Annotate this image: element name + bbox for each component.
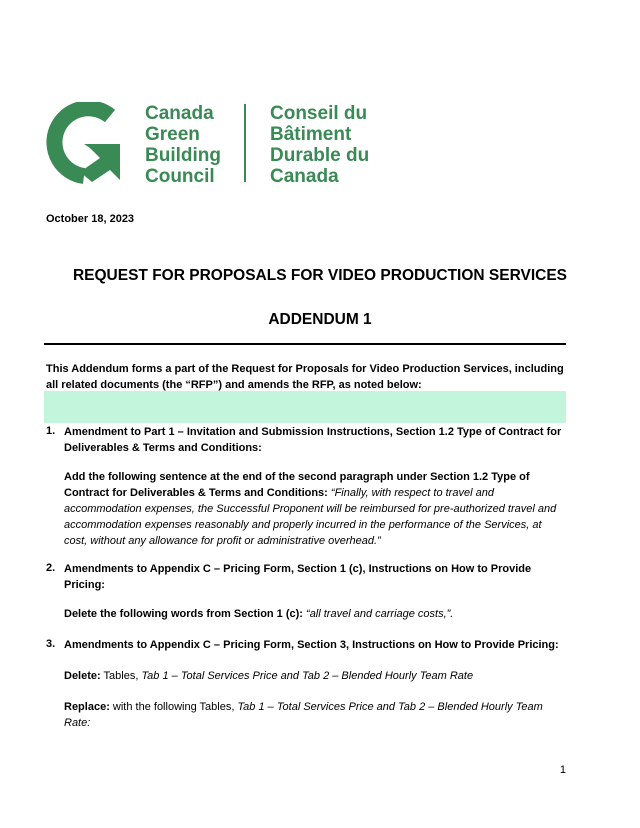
item-3-heading: Amendments to Appendix C – Pricing Form, Section 3, Instructions on How to Provide Pricing: [64,639,559,651]
logo-line: Canada [145,103,214,124]
logo-name-french [270,103,369,187]
item-1-body [64,469,564,549]
replace-text: with the following Tables, [112,701,235,713]
delete-tables: Tab 1 – Total Services Price and Tab 2 – Blended Hourly Team Rate [141,670,474,682]
item-2-heading: Amendments to Appendix C – Pricing Form, Section 1 (c), Instructions on How to Provide Pricing: [64,563,532,591]
replace-tables: Tab 1 – Total Services Price and Tab 2 – Blended Hourly Team Rate: [64,701,543,729]
logo-line: Canada [270,166,339,187]
logo-line: Council [145,166,215,187]
title-rule [44,343,566,345]
document-title: REQUEST FOR PROPOSALS FOR VIDEO PRODUCTION SERVICES [72,267,568,284]
cagbc-logo-mark-icon [44,102,124,184]
page-number: 1 [559,764,566,776]
item-2-body [64,606,564,622]
replace-label: Replace: [64,701,110,713]
logo-line: Durable du [270,145,370,166]
logo-line: Green [145,124,200,145]
item-3-delete [64,668,564,684]
document-date: October 18, 2023 [46,213,135,225]
item-2-instruction: Delete the following words from Section 1 (c): [64,608,303,620]
delete-label: Delete: [64,670,101,682]
highlight-band [44,391,566,423]
item-1-quote: “Finally, with respect to travel and accommodation expenses, the Successful Proponent will be reimbursed for pre-authorized travel and accommodation expenses reasonably and properly incurred in the performance of the Services, at cost, without any allowance for profit or administrative overhead.” [64,487,557,547]
addendum-heading: ADDENDUM 1 [268,311,372,328]
item-1-heading: Amendment to Part 1 – Invitation and Submission Instructions, Section 1.2 Type of Contract for Deliverables & Terms and Conditions: [64,426,562,454]
cagbc-logo [44,100,384,190]
logo-name-english [145,103,221,187]
delete-text: Tables, [103,670,139,682]
logo-line: Conseil du [270,103,368,124]
item-3-number: 3. [46,638,56,650]
logo-line: Bâtiment [270,124,352,145]
item-3-replace [64,699,564,731]
item-2-quote: “all travel and carriage costs,”. [306,608,454,620]
item-1-instruction: Add the following sentence at the end of the second paragraph under Section 1.2 Type of Contract for Deliverables & Terms and Conditions: [64,471,530,499]
item-1-number: 1. [46,425,56,437]
logo-divider [244,104,246,182]
logo-line: Building [145,145,221,166]
item-2-number: 2. [46,562,56,574]
intro-paragraph: This Addendum forms a part of the Request for Proposals for Video Production Services, including all related documents (the “RFP”) and amends the RFP, as noted below: [46,363,564,391]
